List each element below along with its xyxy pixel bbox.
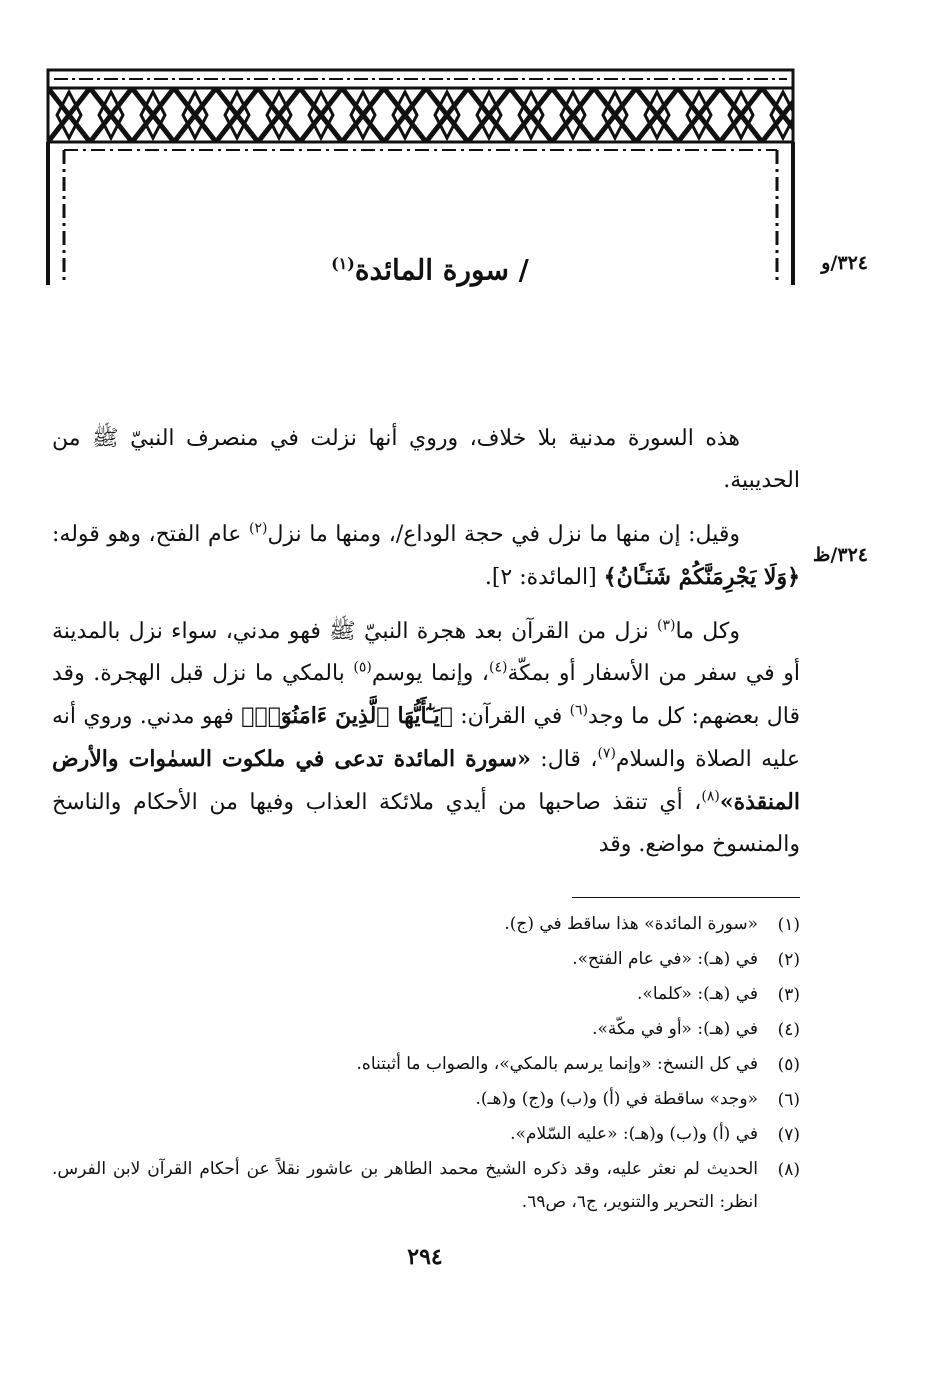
hadith-quote: «سورة المائدة تدعى في ملكوت السمٰوات والأرض المنقذة» <box>52 746 800 815</box>
margin-note-folio-verso: ٣٢٤/ظ <box>812 544 868 566</box>
footnote-8 <box>52 1153 800 1219</box>
margin-note-folio-recto: ٣٢٤/و <box>821 252 868 274</box>
footnote-ref: (٢) <box>248 520 268 537</box>
text-run: ، قال: <box>530 747 598 772</box>
footnote-ref: (٦) <box>569 702 589 719</box>
footnote-text: في (هـ): «في عام الفتح». <box>572 949 758 969</box>
title-footnote-ref: (١) <box>331 254 355 273</box>
text-run: بالمكي ما نزل قبل الهجرة. وقد قال بعضهم: كل ما وجد <box>52 661 800 729</box>
quran-verse: ﴿وَلَا يَجْرِمَنَّكُمْ شَنَـَٔانُ﴾ <box>603 564 800 590</box>
footnote-3 <box>52 978 800 1013</box>
footnote-number: (٣) <box>777 985 800 1005</box>
text-run: وقيل: إن منها ما نزل في حجة الوداع/، ومنها ما نزل <box>267 522 740 547</box>
quran-verse: ﴿يَـٰٓأَيُّهَا ٱلَّذِينَ ءَامَنُوٓا۟﴾ <box>241 703 453 729</box>
footnote-text: في (هـ): «أو في مكّة». <box>592 1019 758 1039</box>
paragraph-3 <box>52 611 800 866</box>
footnote-ref: (٣) <box>657 617 676 634</box>
footnote-4 <box>52 1013 800 1048</box>
footnote-number: (١) <box>777 915 800 935</box>
text-run: في القرآن: <box>452 704 570 729</box>
paragraph-2 <box>52 514 800 599</box>
text-run: ، أي تنقذ صاحبها من أيدي ملائكة العذاب وفيها من الأحكام والناسخ والمنسوخ مواضع. وقد <box>52 790 800 857</box>
footnote-number: (٧) <box>777 1125 800 1145</box>
title-slash: / <box>518 253 529 287</box>
footnote-ref: (٧) <box>597 745 616 762</box>
surah-title <box>240 244 620 290</box>
footnote-text: «وجد» ساقطة في (أ) و(ب) و(ج) و(هـ). <box>475 1089 758 1109</box>
footnote-separator <box>572 897 800 898</box>
footnote-number: (٦) <box>777 1090 800 1110</box>
footnote-7 <box>52 1118 800 1153</box>
footnote-text: في كل النسخ: «وإنما يرسم بالمكي»، والصواب ما أثبتناه. <box>356 1054 758 1074</box>
footnote-5 <box>52 1048 800 1083</box>
text-run: فهو مدني. وروي أنه عليه الصلاة والسلام <box>52 704 800 772</box>
footnote-number: (٢) <box>777 950 800 970</box>
text-run: وكل ما <box>675 619 740 644</box>
page-number: ٢٩٤ <box>407 1244 443 1270</box>
footnotes-list <box>52 908 800 1219</box>
footnote-text: في (هـ): «كلما». <box>637 984 758 1004</box>
footnote-text: في (أ) و(ب) و(هـ): «عليه السّلام». <box>510 1124 758 1144</box>
footnote-number: (٤) <box>777 1020 800 1040</box>
footnote-number: (٥) <box>777 1055 800 1075</box>
footnote-2 <box>52 943 800 978</box>
footnote-number: (٨) <box>777 1160 800 1180</box>
main-text <box>52 418 800 866</box>
footnote-1 <box>52 908 800 943</box>
footnote-ref: (٨) <box>701 788 720 805</box>
footnote-text: الحديث لم نعثر عليه، وقد ذكره الشيخ محمد الطاهر بن عاشور نقلاً عن أحكام القرآن لابن الفرس. انظر: التحرير والتنوير، ج٦، ص٦٩. <box>52 1159 758 1212</box>
text-run: [المائدة: ٢]. <box>484 565 604 590</box>
footnote-text: «سورة المائدة» هذا ساقط في (ج). <box>504 914 758 934</box>
text-run: نزل من القرآن بعد هجرة النبيّ ﷺ فهو مدني، سواء نزل بالمدينة أو في سفر من الأسفار أو بمكّة <box>52 619 801 686</box>
text-run: ، وإنما يوسم <box>371 661 490 686</box>
title-text: سورة المائدة <box>354 253 509 287</box>
footnote-ref: (٤) <box>489 659 508 676</box>
footnote-ref: (٥) <box>353 659 372 676</box>
paragraph-1: هذه السورة مدنية بلا خلاف، وروي أنها نزلت في منصرف النبيّ ﷺ من الحديبية. <box>52 426 800 493</box>
text-run: عام الفتح، وهو قوله: <box>52 522 249 547</box>
footnote-6 <box>52 1083 800 1118</box>
